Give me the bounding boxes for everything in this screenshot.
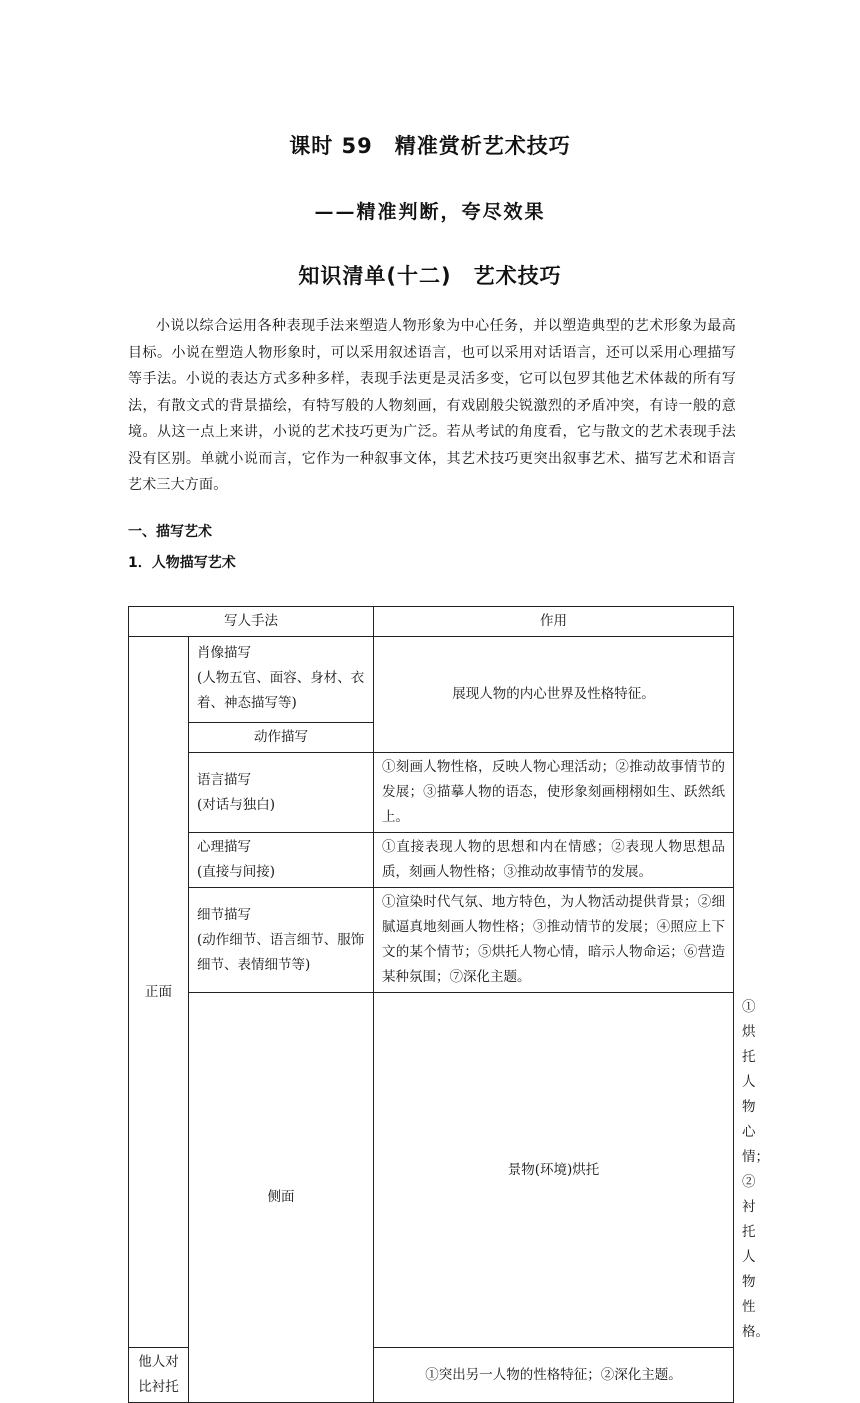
method-detail-note: (动作细节、语言细节、服饰细节、表情细节等) (197, 931, 365, 973)
section-title: 知识清单(十二) 艺术技巧 (298, 264, 562, 288)
method-detail-name: 细节描写 (197, 906, 251, 923)
effect-detail: ①渲染时代气氛、地方特色，为人物活动提供背景；②细腻逼真地刻画人物性格；③推动情节的发展；④照应上下文的某个情节；⑤烘托人物心情，暗示人物命运；⑥营造某种氛围；⑦深化主题。 (374, 888, 734, 993)
method-psych (189, 833, 374, 888)
heading-description-art: 一、描写艺术 (128, 524, 212, 540)
method-psych-name: 心理描写 (197, 839, 251, 855)
method-speech (189, 753, 374, 833)
group-side: 侧面 (189, 993, 374, 1403)
method-portrait-name: 肖像描写 (197, 645, 251, 661)
table-row: 侧面 景物(环境)烘托 ①烘托人物心情；②衬托人物性格。 (129, 993, 734, 1348)
table-header-row (129, 607, 734, 637)
method-portrait-note: (人物五官、面容、身材、衣着、神态描写等) (197, 670, 365, 711)
method-action: 动作描写 (189, 723, 374, 753)
table-row (129, 888, 734, 993)
group-front: 正面 (129, 637, 189, 1348)
effect-speech: ①刻画人物性格，反映人物心理活动；②推动故事情节的发展；③描摹人物的语态，使形象刻画栩栩如生、跃然纸上。 (374, 753, 734, 833)
method-speech-note: (对话与独白) (197, 796, 276, 813)
lesson-title: 课时 59 精准赏析艺术技巧 (289, 134, 571, 158)
effect-psych: ①直接表现人物的思想和内在情感；②表现人物思想品质，刻画人物性格；③推动故事情节的发展。 (374, 833, 734, 888)
header-method: 写人手法 (129, 607, 374, 637)
method-scenery: 景物(环境)烘托 (374, 993, 734, 1348)
intro-paragraph: 小说以综合运用各种表现手法来塑造人物形象为中心任务，并以塑造典型的艺术形象为最高目标。小说在塑造人物形象时，可以采用叙述语言，也可以采用对话语言，还可以采用心理描写等手法。小说的表达方式多种多样，表现手法更是灵活多变，它可以包罗其他艺术体裁的所有写法，有散文式的背景描绘，有特写般的人物刻画，有戏剧般尖锐激烈的矛盾冲突，有诗一般的意境。从这一点上来讲，小说的艺术技巧更为广泛。若从考试的角度看，它与散文的艺术表现手法没有区别。单就小说而言，它作为一种叙事文体，其艺术技巧更突出叙事艺术、描写艺术和语言艺术三大方面。 (128, 318, 736, 493)
table-row (129, 753, 734, 833)
effect-contrast: ①突出另一人物的性格特征；②深化主题。 (374, 1348, 734, 1403)
method-portrait (189, 637, 374, 723)
method-psych-note: (直接与间接) (197, 864, 276, 880)
heading-character-description: 1．人物描写艺术 (128, 555, 236, 571)
table-row (129, 833, 734, 888)
header-effect: 作用 (374, 607, 734, 637)
table-row (129, 637, 734, 723)
lesson-subtitle: ——精准判断，夸尽效果 (314, 201, 546, 223)
effect-portrait-action: 展现人物的内心世界及性格特征。 (374, 637, 734, 753)
method-detail (189, 888, 374, 993)
method-speech-name: 语言描写 (197, 771, 251, 788)
technique-table (128, 606, 769, 1403)
method-contrast: 他人对比衬托 (129, 1348, 189, 1403)
